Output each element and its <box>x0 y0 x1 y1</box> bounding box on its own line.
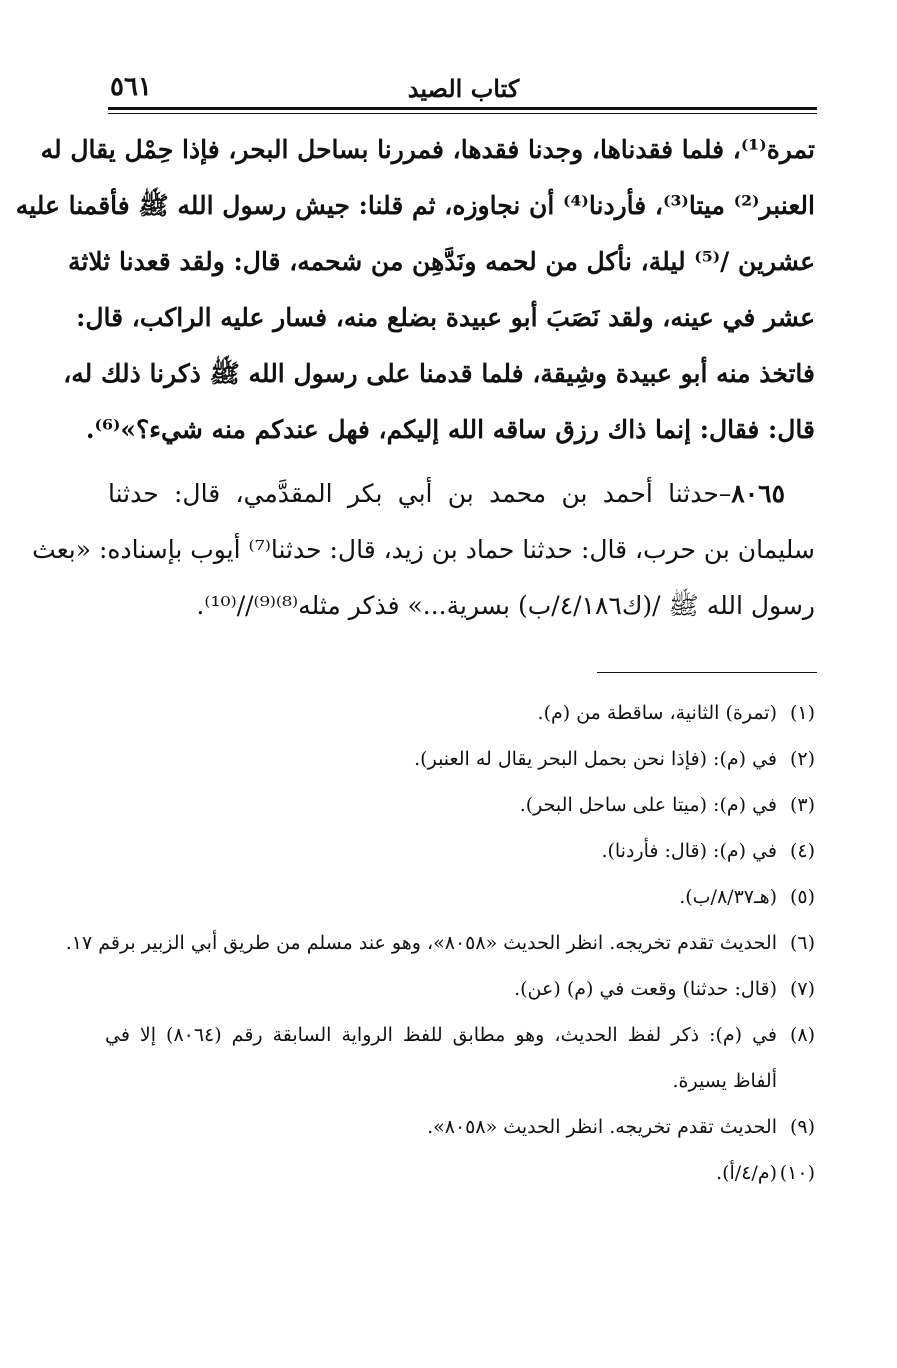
header-rule-thin <box>108 113 817 114</box>
footnote-text: الحديث تقدم تخريجه. انظر الحديث «٨٠٥٨». <box>427 1116 777 1138</box>
hadith-number: ٨٠٦٥ <box>731 479 785 508</box>
footnote-number: (٧) <box>789 978 815 1000</box>
footnote <box>105 736 815 782</box>
footnotes <box>65 690 815 1196</box>
hadith-line: سليمان بن حرب، قال: حدثنا حماد بن زيد، قال: حدثنا⁽⁷⁾ أيوب بإسناده: «بعث <box>32 535 815 564</box>
footnote-text: في (م): (ميتا على ساحل البحر). <box>519 794 777 816</box>
text-line: قال: فقال: إنما ذاك رزق ساقه الله إليكم، فهل عندكم منه شيء؟»⁽⁶⁾. <box>85 415 815 444</box>
footnote-text: في (م): ذكر لفظ الحديث، وهو مطابق للفظ الرواية السابقة رقم (٨٠٦٤) إلا في <box>105 1024 777 1046</box>
footnote-number: (١٠) <box>779 1162 815 1184</box>
footnote-continuation: ألفاظ يسيرة. <box>672 1070 777 1092</box>
footnote-number: (٨) <box>789 1024 815 1046</box>
footnote <box>105 874 815 920</box>
footnote-text: (هـ٨/٣٧/ب). <box>679 886 777 908</box>
footnote-text: (تمرة) الثانية، ساقطة من (م). <box>537 702 777 724</box>
footnote <box>105 966 815 1012</box>
footnote-text: في (م): (فإذا نحن بحمل البحر يقال له العنبر). <box>414 748 777 770</box>
footnote <box>105 1012 815 1058</box>
footnote-number: (٥) <box>789 886 815 908</box>
hadith-line: رسول الله ﷺ /(ك٤/١٨٦/ب) بسرية...» فذكر مثله⁽⁸⁾⁽⁹⁾//⁽¹⁰⁾. <box>196 591 815 620</box>
footnote <box>105 1104 815 1150</box>
page-number: ٥٦١ <box>110 72 152 102</box>
footnote-number: (٩) <box>789 1116 815 1138</box>
footnote <box>105 782 815 828</box>
footnote-number: (٦) <box>789 932 815 954</box>
chapter-title: كتاب الصيد <box>407 74 520 103</box>
footnote-text: الحديث تقدم تخريجه. انظر الحديث «٨٠٥٨»، وهو عند مسلم من طريق أبي الزبير برقم ١٧. <box>65 932 777 954</box>
footnote-text: (م/٤/أ). <box>716 1162 777 1184</box>
text-line: عشرين /⁽⁵⁾ ليلة، نأكل من لحمه ونَدَّهِن من شحمه، قال: ولقد قعدنا ثلاثة <box>68 247 815 276</box>
text-line: العنبر⁽²⁾ ميتا⁽³⁾، فأردنا⁽⁴⁾ أن نجاوزه، ثم قلنا: جيش رسول الله ﷺ فأقمنا عليه <box>15 191 815 220</box>
text-line: تمرة⁽¹⁾، فلما فقدناها، وجدنا فقدها، فمررنا بساحل البحر، فإذا حِمْل يقال له <box>40 135 815 164</box>
footnote-text: في (م): (قال: فأردنا). <box>601 840 777 862</box>
footnote-separator <box>597 672 817 673</box>
footnote <box>105 1150 815 1196</box>
text-line: عشر في عينه، ولقد نَصَبَ أبو عبيدة بضلع منه، فسار عليه الراكب، قال: <box>76 303 815 332</box>
text-line: فاتخذ منه أبو عبيدة وشِيقة، فلما قدمنا على رسول الله ﷺ ذكرنا ذلك له، <box>63 359 815 388</box>
main-text <box>15 122 815 634</box>
hadith-line <box>108 466 815 522</box>
footnote-text: (قال: حدثنا) وقعت في (م) (عن). <box>514 978 777 1000</box>
footnote <box>105 690 815 736</box>
footnote-number: (١) <box>789 702 815 724</box>
footnote-number: (٣) <box>789 794 815 816</box>
footnote-number: (٢) <box>789 748 815 770</box>
hadith-text: –حدثنا أحمد بن محمد بن أبي بكر المقدَّمي، قال: حدثنا <box>108 479 732 508</box>
footnote <box>65 920 815 966</box>
footnote <box>105 828 815 874</box>
footnote-number: (٤) <box>789 840 815 862</box>
page-header <box>110 68 817 106</box>
header-rule-thick <box>108 107 817 110</box>
